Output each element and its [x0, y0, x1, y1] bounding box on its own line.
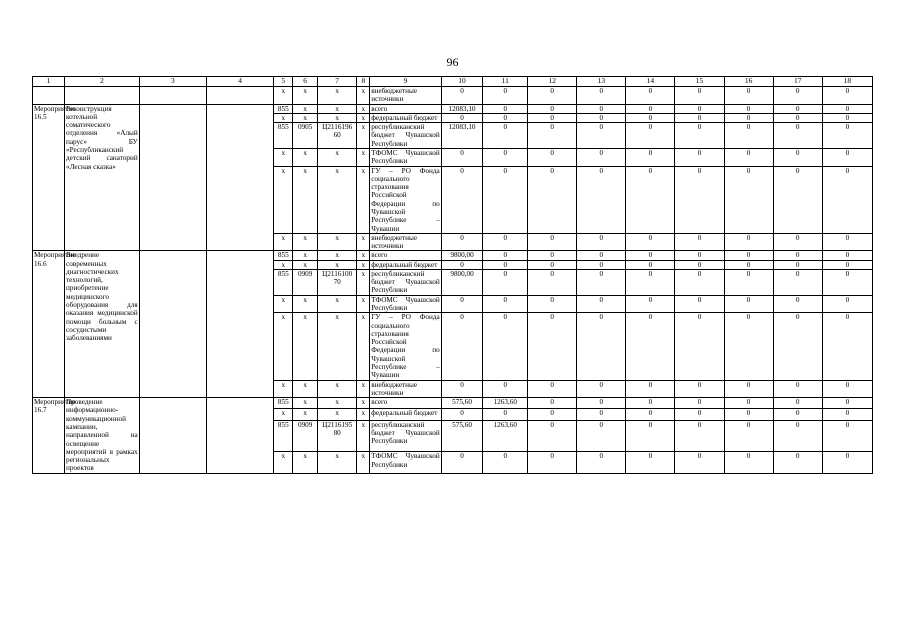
- table-cell: 0: [528, 409, 577, 420]
- table-cell: x: [317, 380, 356, 398]
- table-cell: Ц2116195 80: [317, 420, 356, 451]
- column-number: 13: [577, 77, 626, 87]
- table-cell: 0: [675, 313, 724, 380]
- table-cell: 9800,00: [441, 251, 483, 260]
- table-cell: 0: [773, 104, 822, 113]
- column-number: 17: [773, 77, 822, 87]
- table-cell: x: [317, 295, 356, 313]
- table-cell: 0: [577, 380, 626, 398]
- table-cell: 0: [528, 251, 577, 260]
- table-cell: 0: [724, 123, 773, 149]
- table-cell: 0: [441, 380, 483, 398]
- table-cell: 0: [675, 420, 724, 451]
- table-cell: 0: [626, 313, 675, 380]
- table-cell: 0: [675, 233, 724, 251]
- empty-cell: [139, 104, 206, 251]
- table-cell: 0: [577, 452, 626, 473]
- column-number: 12: [528, 77, 577, 87]
- table-cell: x: [293, 166, 318, 233]
- page-number: 96: [446, 55, 459, 69]
- column-number: 8: [357, 77, 370, 87]
- table-cell: 0: [441, 148, 483, 166]
- table-cell: 0: [773, 123, 822, 149]
- table-cell: x: [357, 452, 370, 473]
- table-cell: x: [317, 233, 356, 251]
- table-cell: 0: [528, 104, 577, 113]
- column-number: 4: [206, 77, 273, 87]
- table-cell: x: [317, 251, 356, 260]
- column-number: 18: [822, 77, 872, 87]
- table-cell: 575,60: [441, 420, 483, 451]
- table-cell: 0: [528, 233, 577, 251]
- table-cell: 0: [822, 295, 872, 313]
- table-cell: x: [357, 233, 370, 251]
- table-cell: 1263,60: [483, 420, 528, 451]
- table-cell: 0: [441, 87, 483, 105]
- table-cell: 0: [675, 452, 724, 473]
- table-cell: 0: [822, 409, 872, 420]
- table-cell: x: [317, 166, 356, 233]
- table-cell: x: [274, 409, 293, 420]
- table-cell: 0: [724, 398, 773, 409]
- table-cell: 0: [675, 409, 724, 420]
- table-cell: 0: [724, 260, 773, 269]
- table-cell: x: [357, 251, 370, 260]
- table-cell: 9800,00: [441, 269, 483, 295]
- table-cell: 0: [724, 295, 773, 313]
- funding-source: внебюджетные источники: [370, 380, 442, 398]
- table-cell: 0: [528, 87, 577, 105]
- table-cell: 0: [822, 420, 872, 451]
- funding-source: федеральный бюджет: [370, 113, 442, 122]
- table-row: [33, 251, 873, 260]
- table-cell: 0: [441, 260, 483, 269]
- table-cell: 0905: [293, 123, 318, 149]
- table-cell: 855: [274, 251, 293, 260]
- table-cell: 0: [822, 313, 872, 380]
- column-number: 14: [626, 77, 675, 87]
- table-cell: x: [357, 313, 370, 380]
- column-number: 16: [724, 77, 773, 87]
- table-cell: 0: [675, 87, 724, 105]
- table-cell: 0: [577, 87, 626, 105]
- table-cell: x: [357, 113, 370, 122]
- table-cell: 0: [675, 260, 724, 269]
- table-cell: 0: [483, 113, 528, 122]
- table-cell: 0: [724, 113, 773, 122]
- table-cell: x: [274, 452, 293, 473]
- table-cell: 0: [577, 148, 626, 166]
- table-cell: x: [274, 380, 293, 398]
- table-cell: x: [357, 166, 370, 233]
- table-cell: x: [317, 104, 356, 113]
- table-cell: 0: [528, 295, 577, 313]
- table-cell: x: [274, 260, 293, 269]
- table-cell: 0: [483, 148, 528, 166]
- table-cell: 0: [626, 251, 675, 260]
- table-cell: 0: [773, 269, 822, 295]
- table-cell: 0: [626, 166, 675, 233]
- measure-description: Реконструкция котельной соматического отделения «Алый парус» БУ «Республиканский детский санаторий «Лесная сказка»: [65, 104, 140, 251]
- table-cell: x: [293, 104, 318, 113]
- table-cell: 0: [724, 409, 773, 420]
- table-cell: 0: [773, 233, 822, 251]
- table-cell: 0: [773, 409, 822, 420]
- table-cell: 0: [626, 123, 675, 149]
- table-cell: 0: [626, 148, 675, 166]
- table-cell: x: [293, 295, 318, 313]
- table-cell: x: [317, 87, 356, 105]
- table-cell: x: [357, 380, 370, 398]
- table-cell: 0: [675, 251, 724, 260]
- table-cell: x: [357, 123, 370, 149]
- table-cell: 855: [274, 123, 293, 149]
- table-cell: x: [317, 148, 356, 166]
- table-cell: x: [274, 166, 293, 233]
- funding-source: внебюджетные источники: [370, 87, 442, 105]
- table-cell: 0: [577, 104, 626, 113]
- table-cell: 575,60: [441, 398, 483, 409]
- table-cell: x: [293, 233, 318, 251]
- table-cell: x: [357, 269, 370, 295]
- table-cell: 0: [528, 113, 577, 122]
- table-cell: 0: [577, 420, 626, 451]
- measure-label: Мероприятие 16.7: [33, 398, 65, 474]
- table-cell: 0: [724, 452, 773, 473]
- empty-cell: [206, 251, 273, 398]
- table-cell: 0: [773, 148, 822, 166]
- table-cell: 0: [577, 398, 626, 409]
- table-cell: 0: [773, 420, 822, 451]
- funding-source: всего: [370, 398, 442, 409]
- table-cell: 0: [675, 166, 724, 233]
- table-cell: 0: [626, 295, 675, 313]
- funding-source: ТФОМС Чувашской Республики: [371, 148, 440, 166]
- table-cell: 0: [773, 452, 822, 473]
- table-cell: 0: [626, 87, 675, 105]
- table-cell: 0: [577, 233, 626, 251]
- table-cell: 0: [441, 295, 483, 313]
- table-cell: 0: [773, 313, 822, 380]
- empty-cell: [139, 251, 206, 398]
- column-number: 5: [274, 77, 293, 87]
- column-number: 9: [370, 77, 442, 87]
- table-cell: 0: [773, 260, 822, 269]
- table-row: [33, 398, 873, 409]
- funding-source: федеральный бюджет: [370, 409, 442, 420]
- table-cell: 0: [483, 260, 528, 269]
- table-cell: 0: [822, 113, 872, 122]
- table-cell: 0: [773, 380, 822, 398]
- table-cell: x: [293, 380, 318, 398]
- table-cell: 0: [822, 380, 872, 398]
- table-cell: 0: [483, 104, 528, 113]
- table-cell: 0: [626, 260, 675, 269]
- table-cell: 0: [724, 166, 773, 233]
- table-cell: 0: [483, 87, 528, 105]
- table-cell: 0: [528, 123, 577, 149]
- measure-label: Мероприятие 16.6: [33, 251, 65, 398]
- table-cell: 0909: [293, 269, 318, 295]
- empty-cell: [65, 87, 140, 105]
- table-cell: 0: [577, 260, 626, 269]
- table-cell: x: [274, 148, 293, 166]
- table-cell: 0: [483, 233, 528, 251]
- table-cell: 0: [441, 409, 483, 420]
- table-cell: 0: [528, 452, 577, 473]
- table-cell: x: [293, 251, 318, 260]
- column-number: 7: [317, 77, 356, 87]
- funding-source: республиканский бюджет Чувашской Республики: [370, 420, 442, 451]
- table-cell: Ц2116196 60: [317, 123, 356, 149]
- table-cell: 0: [441, 313, 483, 380]
- table-cell: 0: [626, 380, 675, 398]
- measure-description: Проведение информационно-коммуникационной кампании, направленной на освещение мероприятий в рамках региональных проектов: [66, 398, 138, 473]
- table-cell: 0: [724, 233, 773, 251]
- funding-source: ТФОМС Чувашской Республики: [371, 295, 440, 313]
- table-cell: 0: [626, 104, 675, 113]
- table-cell: 0: [675, 113, 724, 122]
- funding-source: ГУ – РО Фонда социального страхования Российской Федерации по Чувашской Республике – Чувашии: [371, 166, 440, 233]
- table-cell: 0: [822, 123, 872, 149]
- table-cell: 0: [675, 269, 724, 295]
- table-cell: x: [293, 113, 318, 122]
- empty-cell: [206, 398, 273, 474]
- funding-source: республиканский бюджет Чувашской Республики: [371, 123, 440, 148]
- table-cell: x: [317, 260, 356, 269]
- table-cell: 0: [483, 380, 528, 398]
- table-cell: 0: [822, 251, 872, 260]
- table-cell: x: [317, 313, 356, 380]
- table-cell: 0: [773, 166, 822, 233]
- table-cell: 0: [483, 251, 528, 260]
- empty-cell: [139, 87, 206, 105]
- table-cell: x: [274, 295, 293, 313]
- column-number: 10: [441, 77, 483, 87]
- table-cell: x: [357, 148, 370, 166]
- funding-source: республиканский бюджет Чувашской Республики: [371, 269, 440, 295]
- table-cell: 0: [577, 123, 626, 149]
- table-cell: 0: [675, 148, 724, 166]
- table-cell: 0: [773, 251, 822, 260]
- table-cell: x: [274, 113, 293, 122]
- funding-source: ТФОМС Чувашской Республики: [370, 452, 442, 473]
- table-cell: 0: [724, 87, 773, 105]
- table-cell: 855: [274, 104, 293, 113]
- table-cell: 0: [822, 452, 872, 473]
- table-cell: 855: [274, 398, 293, 409]
- table-cell: 0: [528, 166, 577, 233]
- table-cell: x: [357, 295, 370, 313]
- table-cell: 0: [483, 452, 528, 473]
- table-cell: 0: [724, 420, 773, 451]
- column-number: 3: [139, 77, 206, 87]
- table-cell: x: [293, 452, 318, 473]
- table-cell: x: [317, 398, 356, 409]
- table-cell: x: [293, 409, 318, 420]
- table-cell: 0: [724, 380, 773, 398]
- table-cell: 0: [773, 398, 822, 409]
- table-cell: 0: [675, 380, 724, 398]
- table-cell: 0: [483, 269, 528, 295]
- measure-description: Внедрение современных диагностических технологий, приобретение медицинского оборудования для оказания медицинской помощи больным с сосудистыми заболеваниями: [65, 251, 140, 398]
- table-cell: x: [357, 398, 370, 409]
- column-number: 11: [483, 77, 528, 87]
- column-number-row: [33, 77, 873, 87]
- table-cell: 0: [441, 113, 483, 122]
- funding-source: всего: [370, 104, 442, 113]
- table-cell: 0: [528, 260, 577, 269]
- table-cell: 0: [626, 452, 675, 473]
- table-cell: x: [357, 260, 370, 269]
- funding-source: ГУ – РО Фонда социального страхования Российской Федерации по Чувашской Республике – Чувашии: [371, 313, 440, 380]
- empty-cell: [33, 87, 65, 105]
- measure-label: Мероприятие 16.5: [33, 104, 65, 251]
- table-cell: x: [293, 398, 318, 409]
- table-cell: 0: [577, 269, 626, 295]
- table-cell: 0: [626, 398, 675, 409]
- table-cell: x: [357, 104, 370, 113]
- table-cell: 0: [675, 398, 724, 409]
- table-cell: 0: [773, 295, 822, 313]
- table-cell: 0: [528, 313, 577, 380]
- funding-source: всего: [370, 251, 442, 260]
- table-cell: 0: [822, 233, 872, 251]
- column-number: 15: [675, 77, 724, 87]
- table-cell: 0: [483, 313, 528, 380]
- table-cell: 0: [577, 295, 626, 313]
- table-cell: 0: [441, 452, 483, 473]
- table-cell: x: [317, 409, 356, 420]
- table-cell: 0: [822, 87, 872, 105]
- table-cell: x: [357, 87, 370, 105]
- table-cell: 0: [577, 166, 626, 233]
- table-cell: 0: [577, 313, 626, 380]
- table-cell: x: [274, 313, 293, 380]
- table-cell: 0: [724, 104, 773, 113]
- table-cell: 12083,10: [441, 104, 483, 113]
- column-number: 2: [65, 77, 140, 87]
- table-cell: 0: [577, 409, 626, 420]
- table-cell: 0: [724, 313, 773, 380]
- table-cell: x: [317, 113, 356, 122]
- table-cell: 0: [626, 420, 675, 451]
- table-cell: x: [317, 452, 356, 473]
- table-cell: 12083,10: [441, 123, 483, 149]
- table-cell: x: [293, 260, 318, 269]
- table-cell: 0: [577, 251, 626, 260]
- table-cell: 0: [528, 269, 577, 295]
- table-cell: 0: [626, 269, 675, 295]
- table-cell: x: [293, 87, 318, 105]
- table-row: [33, 87, 873, 105]
- table-cell: Ц2116100 70: [317, 269, 356, 295]
- table-cell: 0: [577, 113, 626, 122]
- table-cell: 0: [626, 409, 675, 420]
- empty-cell: [139, 398, 206, 474]
- table-cell: 0: [528, 380, 577, 398]
- table-cell: 0: [822, 166, 872, 233]
- table-cell: 1263,60: [483, 398, 528, 409]
- table-cell: 855: [274, 420, 293, 451]
- table-cell: 0: [441, 166, 483, 233]
- table-cell: 0: [483, 409, 528, 420]
- table-cell: x: [293, 148, 318, 166]
- empty-cell: [206, 104, 273, 251]
- table-cell: 0: [773, 87, 822, 105]
- table-cell: 0: [483, 166, 528, 233]
- column-number: 6: [293, 77, 318, 87]
- table-cell: 0: [675, 295, 724, 313]
- table-cell: 855: [274, 269, 293, 295]
- table-cell: 0: [483, 295, 528, 313]
- table-cell: 0: [528, 398, 577, 409]
- table-cell: 0: [626, 113, 675, 122]
- table-cell: 0909: [293, 420, 318, 451]
- table-row: [33, 104, 873, 113]
- funding-source: внебюджетные источники: [370, 233, 442, 251]
- table-cell: 0: [724, 251, 773, 260]
- table-cell: x: [293, 313, 318, 380]
- table-cell: 0: [528, 148, 577, 166]
- table-cell: 0: [675, 104, 724, 113]
- table-cell: 0: [675, 123, 724, 149]
- funding-source: федеральный бюджет: [370, 260, 442, 269]
- table-cell: 0: [441, 233, 483, 251]
- table-cell: 0: [822, 104, 872, 113]
- table-cell: 0: [724, 269, 773, 295]
- empty-cell: [206, 87, 273, 105]
- table-cell: 0: [626, 233, 675, 251]
- table-cell: x: [357, 420, 370, 451]
- table-cell: 0: [822, 260, 872, 269]
- table-cell: 0: [483, 123, 528, 149]
- budget-table: [32, 76, 873, 474]
- table-cell: 0: [773, 113, 822, 122]
- table-cell: 0: [724, 148, 773, 166]
- table-cell: 0: [822, 398, 872, 409]
- table-cell: 0: [528, 420, 577, 451]
- table-cell: 0: [822, 148, 872, 166]
- table-cell: x: [357, 409, 370, 420]
- table-cell: x: [274, 87, 293, 105]
- column-number: 1: [33, 77, 65, 87]
- table-cell: 0: [822, 269, 872, 295]
- table-cell: x: [274, 233, 293, 251]
